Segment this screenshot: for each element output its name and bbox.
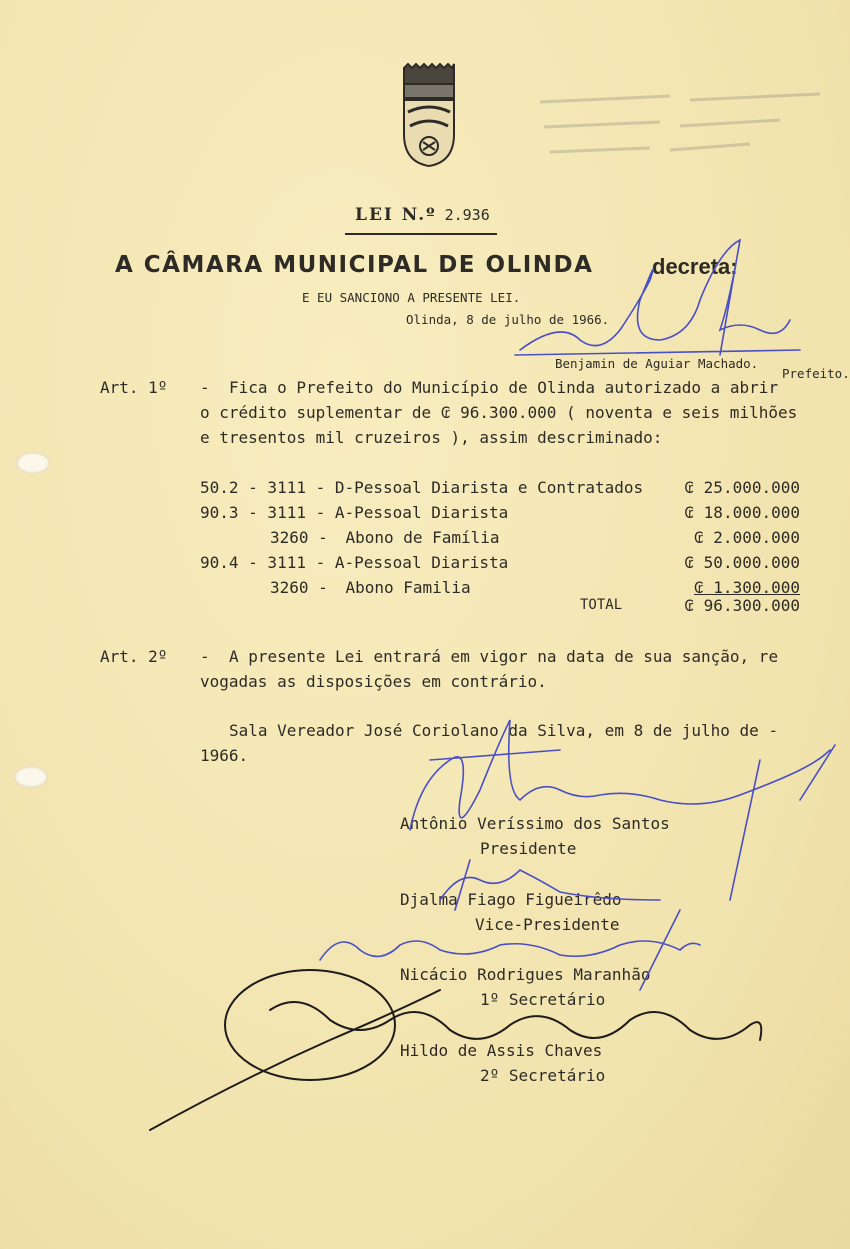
registration-stamp xyxy=(530,82,830,172)
row-desc: Abono de Família xyxy=(345,528,500,547)
row-amount: ₢ 18.000.000 xyxy=(684,503,800,522)
signatory-role: Vice-Presidente xyxy=(475,915,620,934)
date-line: Olinda, 8 de julho de 1966. xyxy=(406,312,610,327)
art2-dash: - xyxy=(200,647,210,666)
closing-line-2: 1966. xyxy=(200,746,249,765)
issuer-title: A CÂMARA MUNICIPAL DE OLINDA xyxy=(115,252,594,278)
row-desc: D-Pessoal Diarista e Contratados xyxy=(334,478,644,497)
art1-dash: - xyxy=(200,378,210,397)
art1-line-1: Fica o Prefeito do Município de Olinda autorizado a abrir xyxy=(229,378,779,397)
olinda-coat-of-arms-icon xyxy=(398,62,460,168)
signatory-role: 2º Secretário xyxy=(480,1066,606,1085)
law-number-underline xyxy=(345,233,497,235)
row-amount: ₢ 50.000.000 xyxy=(684,553,800,572)
row-code: 3260 - xyxy=(270,528,328,547)
total-amount: ₢ 96.300.000 xyxy=(684,596,800,615)
mayor-name: Benjamin de Aguiar Machado. xyxy=(555,356,759,371)
row-desc: Abono Familia xyxy=(345,578,471,597)
row-code: 50.2 - 3111 - xyxy=(200,478,326,497)
art2-label: Art. 2º xyxy=(100,647,168,666)
row-amount: ₢ 25.000.000 xyxy=(684,478,800,497)
art1-line-2: o crédito suplementar de ₢ 96.300.000 ( noventa e seis milhões xyxy=(200,403,798,422)
row-code: 90.4 - 3111 - xyxy=(200,553,326,572)
signatory-name: Djalma Fiago Figueirêdo xyxy=(400,890,622,909)
row-amount: ₢ 1.300.000 xyxy=(694,578,800,597)
art1-label: Art. 1º xyxy=(100,378,168,397)
punch-hole-top xyxy=(16,452,50,474)
total-label: TOTAL xyxy=(580,597,623,613)
table-row xyxy=(200,553,508,572)
signatory-role: 1º Secretário xyxy=(480,990,606,1009)
signatory-name: Antônio Veríssimo dos Santos xyxy=(400,814,670,833)
punch-hole-bottom xyxy=(14,766,48,788)
table-row xyxy=(200,503,508,522)
row-code: 90.3 - 3111 - xyxy=(200,503,326,522)
table-row xyxy=(200,478,643,497)
sanction-line: E EU SANCIONO A PRESENTE LEI. xyxy=(302,290,521,305)
art2-line-1: A presente Lei entrará em vigor na data de sua sanção, re xyxy=(229,647,779,666)
row-desc: A-Pessoal Diarista xyxy=(334,503,509,522)
table-row xyxy=(270,528,500,547)
row-desc: A-Pessoal Diarista xyxy=(334,553,509,572)
signatory-name: Nicácio Rodrigues Maranhão xyxy=(400,965,651,984)
signatory-name: Hildo de Assis Chaves xyxy=(400,1041,603,1060)
decreta-label: decreta: xyxy=(652,254,738,279)
law-number xyxy=(355,205,490,225)
art2-line-2: vogadas as disposições em contrário. xyxy=(200,672,547,691)
signatory-role: Presidente xyxy=(480,839,577,858)
table-row xyxy=(270,578,471,597)
art1-line-3: e tresentos mil cruzeiros ), assim descriminado: xyxy=(200,428,663,447)
law-label: LEI N.º xyxy=(355,205,437,225)
mayor-title: Prefeito. xyxy=(782,366,850,381)
row-code: 3260 - xyxy=(270,578,328,597)
row-amount: ₢ 2.000.000 xyxy=(694,528,800,547)
closing-line-1: Sala Vereador José Coriolano da Silva, em 8 de julho de - xyxy=(229,721,779,740)
law-number-value: 2.936 xyxy=(444,206,490,224)
